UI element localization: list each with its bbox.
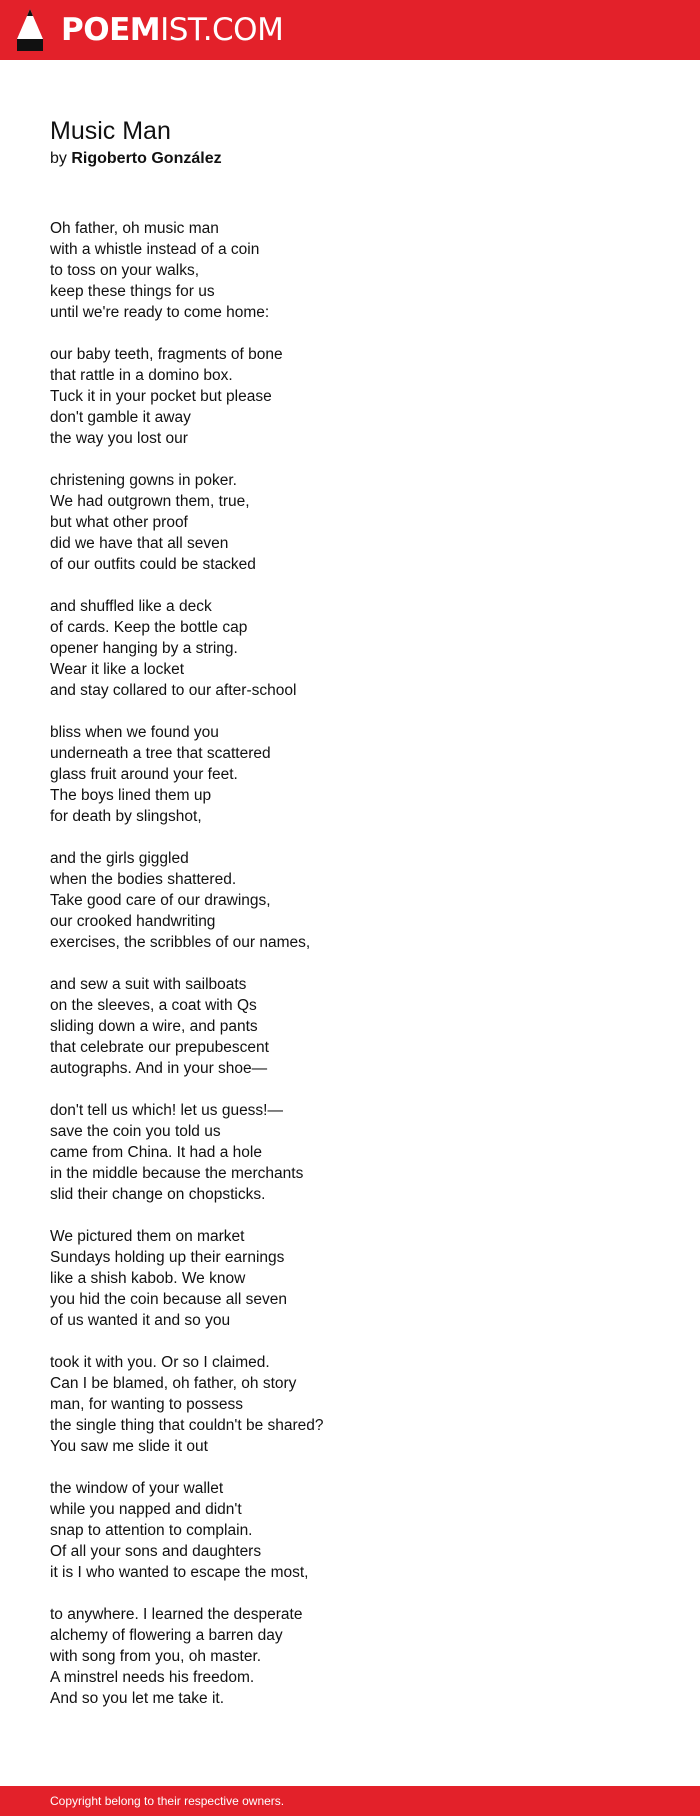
poem-line: but what other proof bbox=[50, 514, 188, 531]
poem-line: autographs. And in your shoe— bbox=[50, 1060, 268, 1077]
poem-line: glass fruit around your feet. bbox=[50, 766, 238, 783]
poem-line: bliss when we found you bbox=[50, 724, 219, 741]
poem-line: exercises, the scribbles of our names, bbox=[50, 934, 311, 951]
poem-line: our baby teeth, fragments of bone bbox=[50, 346, 283, 363]
poem-stanza bbox=[50, 470, 650, 575]
poem-line: the single thing that couldn't be shared? bbox=[50, 1417, 324, 1434]
poem-line: the window of your wallet bbox=[50, 1480, 224, 1497]
author-name: Rigoberto González bbox=[71, 150, 222, 167]
poem-line: of cards. Keep the bottle cap bbox=[50, 619, 248, 636]
poem-line: save the coin you told us bbox=[50, 1123, 221, 1140]
poem-line: until we're ready to come home: bbox=[50, 304, 270, 321]
poem-line: Can I be blamed, oh father, oh story bbox=[50, 1375, 297, 1392]
poem-line: You saw me slide it out bbox=[50, 1438, 208, 1455]
poem-line: it is I who wanted to escape the most, bbox=[50, 1564, 309, 1581]
poem-stanza bbox=[50, 218, 650, 323]
poem-line: to anywhere. I learned the desperate bbox=[50, 1606, 303, 1623]
poem-line: you hid the coin because all seven bbox=[50, 1291, 287, 1308]
copyright-text: Copyright belong to their respective owners. bbox=[50, 1794, 285, 1808]
poem-line: sliding down a wire, and pants bbox=[50, 1018, 258, 1035]
poem-line: that rattle in a domino box. bbox=[50, 367, 233, 384]
poem-line: keep these things for us bbox=[50, 283, 215, 300]
poem-line: and the girls giggled bbox=[50, 850, 189, 867]
pencil-icon[interactable] bbox=[17, 9, 43, 51]
logo-rest-text: IST.COM bbox=[160, 12, 284, 48]
poem-line: Of all your sons and daughters bbox=[50, 1543, 262, 1560]
poem-line: snap to attention to complain. bbox=[50, 1522, 253, 1539]
poem-line: man, for wanting to possess bbox=[50, 1396, 243, 1413]
poem-line: to toss on your walks, bbox=[50, 262, 200, 279]
poem-line: of us wanted it and so you bbox=[50, 1312, 231, 1329]
poem-stanza bbox=[50, 1226, 650, 1331]
poem-line: when the bodies shattered. bbox=[50, 871, 237, 888]
poem-stanza bbox=[50, 1478, 650, 1583]
site-header bbox=[0, 0, 700, 60]
poem-line: and stay collared to our after-school bbox=[50, 682, 297, 699]
poem-line: with song from you, oh master. bbox=[50, 1648, 262, 1665]
poem-line: for death by slingshot, bbox=[50, 808, 202, 825]
poem-line: Take good care of our drawings, bbox=[50, 892, 271, 909]
poem-line: and shuffled like a deck bbox=[50, 598, 212, 615]
poem-line: and sew a suit with sailboats bbox=[50, 976, 247, 993]
site-footer bbox=[0, 1786, 700, 1816]
poem-line: underneath a tree that scattered bbox=[50, 745, 271, 762]
poem-line: A minstrel needs his freedom. bbox=[50, 1669, 255, 1686]
poem-stanza bbox=[50, 1100, 650, 1205]
poem-line: Sundays holding up their earnings bbox=[50, 1249, 285, 1266]
poem-line: alchemy of flowering a barren day bbox=[50, 1627, 283, 1644]
logo-bold-text: POEM bbox=[61, 12, 161, 48]
poem-line: don't tell us which! let us guess!— bbox=[50, 1102, 283, 1119]
poem-line: with a whistle instead of a coin bbox=[50, 241, 260, 258]
poem-line: like a shish kabob. We know bbox=[50, 1270, 246, 1287]
poem-line: of our outfits could be stacked bbox=[50, 556, 256, 573]
poem-line: the way you lost our bbox=[50, 430, 188, 447]
byline bbox=[50, 147, 222, 171]
poem-stanza bbox=[50, 722, 650, 827]
poem-stanza bbox=[50, 344, 650, 449]
site-logo[interactable] bbox=[61, 10, 283, 50]
poem-line: The boys lined them up bbox=[50, 787, 212, 804]
poem-line: opener hanging by a string. bbox=[50, 640, 238, 657]
poem-line: did we have that all seven bbox=[50, 535, 229, 552]
by-prefix: by bbox=[50, 150, 67, 167]
poem-line: that celebrate our prepubescent bbox=[50, 1039, 269, 1056]
poem-line: Tuck it in your pocket but please bbox=[50, 388, 272, 405]
poem-stanza bbox=[50, 596, 650, 701]
poem-line: We had outgrown them, true, bbox=[50, 493, 250, 510]
poem-line: slid their change on chopsticks. bbox=[50, 1186, 266, 1203]
poem-line: while you napped and didn't bbox=[50, 1501, 242, 1518]
poem-title: Music Man bbox=[50, 117, 171, 145]
poem-line: our crooked handwriting bbox=[50, 913, 216, 930]
poem-line: came from China. It had a hole bbox=[50, 1144, 262, 1161]
poem-line: took it with you. Or so I claimed. bbox=[50, 1354, 270, 1371]
poem-body bbox=[50, 218, 650, 1730]
poem-stanza bbox=[50, 848, 650, 953]
poem-line: Wear it like a locket bbox=[50, 661, 185, 678]
poem-line: on the sleeves, a coat with Qs bbox=[50, 997, 257, 1014]
poem-line: Oh father, oh music man bbox=[50, 220, 219, 237]
poem-line: christening gowns in poker. bbox=[50, 472, 237, 489]
poem-line: don't gamble it away bbox=[50, 409, 191, 426]
poem-stanza bbox=[50, 1604, 650, 1709]
poem-stanza bbox=[50, 974, 650, 1079]
poem-stanza bbox=[50, 1352, 650, 1457]
poem-line: We pictured them on market bbox=[50, 1228, 245, 1245]
poem-line: in the middle because the merchants bbox=[50, 1165, 304, 1182]
poem-line: And so you let me take it. bbox=[50, 1690, 225, 1707]
